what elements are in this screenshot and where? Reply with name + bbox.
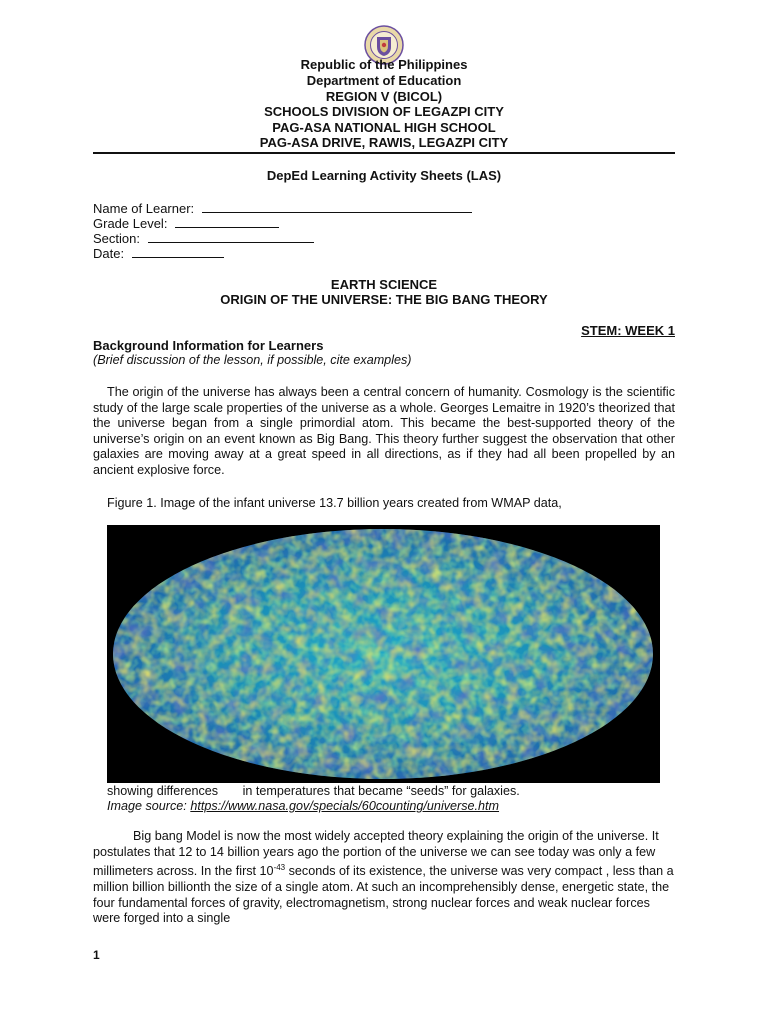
header-divider	[93, 152, 675, 154]
page-number: 1	[93, 948, 100, 962]
header-line: REGION V (BICOL)	[325, 89, 443, 104]
background-note: (Brief discussion of the lesson, if possible, cite examples)	[93, 353, 412, 367]
image-source-label: Image source:	[107, 799, 191, 813]
learner-name-field[interactable]	[93, 201, 472, 216]
week-label: STEM: WEEK 1	[581, 323, 675, 338]
date-label: Date:	[93, 246, 125, 261]
section-field[interactable]	[93, 231, 314, 246]
bigbang-text-end: seconds of its existence, the universe was very compact , less than a million billion billionth the size of a single atom. At such an incomprehensibly dense, energetic state, the four fundamental forces of gravity, electromagnetism, strong nuclear forces and weak nuclear forces were forged into a single	[93, 864, 674, 926]
image-source	[107, 799, 499, 815]
date-line[interactable]	[132, 246, 224, 258]
header-line: PAG-ASA NATIONAL HIGH SCHOOL	[272, 120, 496, 135]
wmap-sky-map-icon	[107, 525, 660, 783]
header-line: Department of Education	[306, 73, 462, 88]
subject-title: EARTH SCIENCE	[330, 277, 438, 292]
section-line[interactable]	[148, 231, 314, 243]
grade-level-field[interactable]	[93, 216, 279, 231]
header-line: SCHOOLS DIVISION OF LEGAZPI CITY	[264, 104, 504, 119]
background-paragraph: The origin of the universe has always been a central concern of humanity. Cosmology is the scientific study of the large scale properties of the universe as a whole. Georges Lemaitre in 1920’s theorized that the universe began from a single primordial atom. This became the best-supported theory of the universe’s origin on an event known as Big Bang. This theory further suggest the observation that other galaxies are moving away at a great speed in all directions, as if they had all been propelled by an ancient explosive force.	[93, 385, 675, 477]
header-line: PAG-ASA DRIVE, RAWIS, LEGAZPI CITY	[259, 135, 509, 150]
grade-level-line[interactable]	[175, 216, 279, 228]
image-source-link[interactable]: https://www.nasa.gov/specials/60counting/universe.htm	[190, 799, 500, 813]
figure-caption-bottom: showing differences in temperatures that became “seeds” for galaxies.	[107, 784, 520, 798]
topic-title: ORIGIN OF THE UNIVERSE: THE BIG BANG THEORY	[220, 292, 548, 307]
learner-name-label: Name of Learner:	[93, 201, 195, 216]
section-label: Section:	[93, 231, 140, 246]
header-line: Republic of the Philippines	[300, 57, 468, 72]
grade-level-label: Grade Level:	[93, 216, 168, 231]
bigbang-exponent: -43	[273, 863, 286, 873]
figure-caption-top: Figure 1. Image of the infant universe 13.7 billion years created from WMAP data,	[107, 496, 562, 510]
date-field[interactable]	[93, 246, 224, 261]
bigbang-text-start: Big bang Model is now the most widely accepted theory explaining the origin of the universe. It postulates that 12 to 14 billion years ago the portion of the universe we can see today was only a few millimeters across. In the first 10	[93, 829, 659, 879]
document-title: DepEd Learning Activity Sheets (LAS)	[266, 168, 502, 183]
background-heading: Background Information for Learners	[93, 338, 324, 353]
learner-name-line[interactable]	[202, 201, 472, 213]
bigbang-paragraph	[93, 829, 675, 927]
